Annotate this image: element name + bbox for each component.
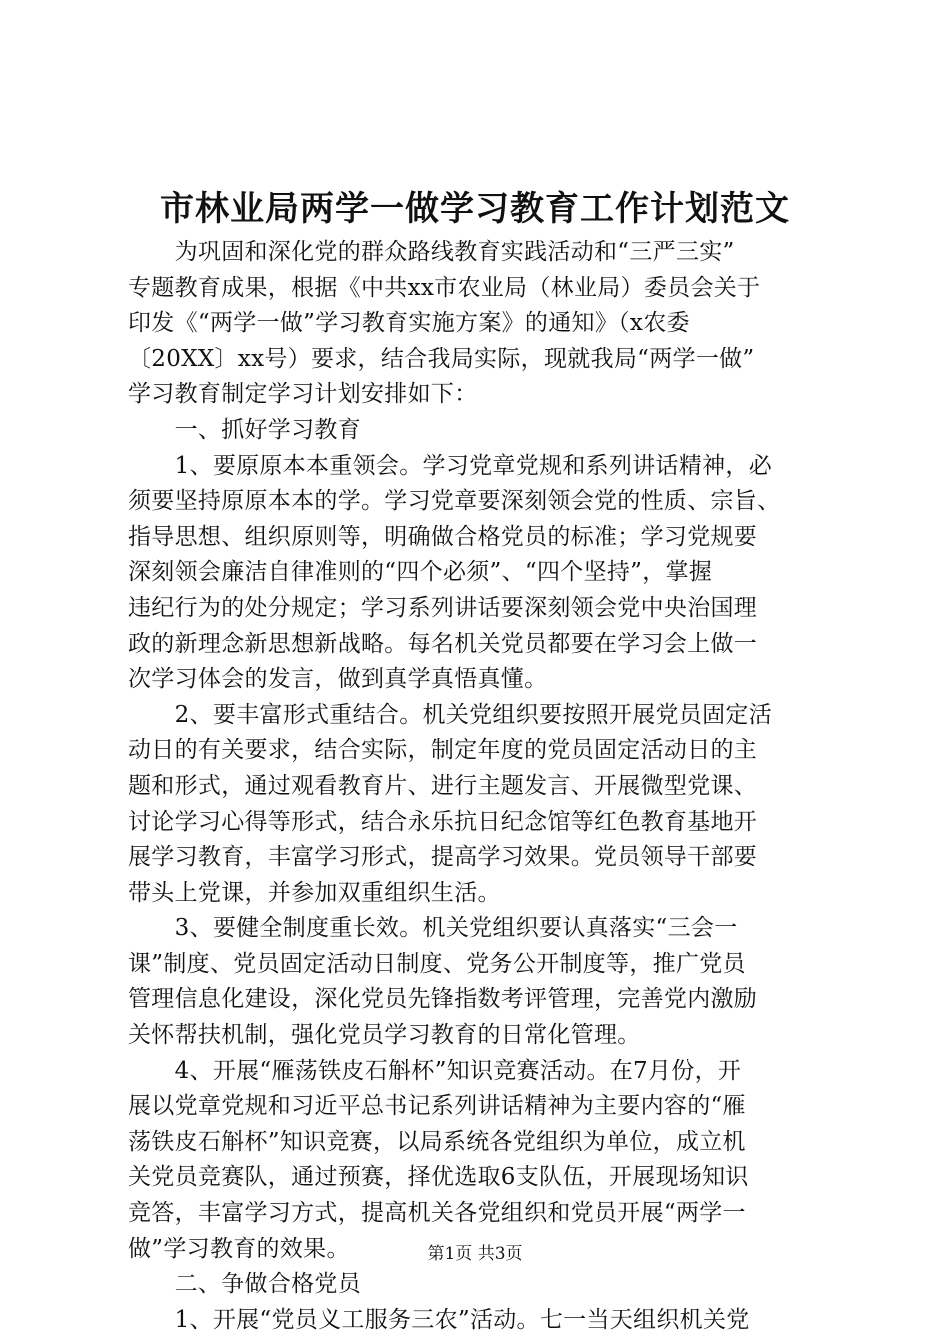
body-line: 展以党章党规和习近平总书记系列讲话精神为主要内容的“雁: [128, 1093, 746, 1120]
page-number: 第1页 共3页: [427, 1244, 523, 1264]
body-line: 题和形式，通过观看教育片、进行主题发言、开展微型党课、: [128, 772, 758, 799]
body-line: 3、要健全制度重长效。机关党组织要认真落实“三会一: [128, 915, 738, 942]
body-line: 课”制度、党员固定活动日制度、党务公开制度等，推广党员: [128, 950, 746, 977]
body-line: 带头上党课，并参加双重组织生活。: [128, 879, 501, 906]
body-line: 展学习教育，丰富学习形式，提高学习效果。党员领导干部要: [128, 844, 758, 871]
body-line: 深刻领会廉洁自律准则的“四个必须”、“四个坚持”，掌握: [128, 559, 713, 586]
body-line: 管理信息化建设，深化党员先锋指数考评管理，完善党内激励: [128, 986, 758, 1013]
body-line: 指导思想、组织原则等，明确做合格党员的标准；学习党规要: [128, 523, 758, 550]
section-heading: 一、抓好学习教育: [128, 416, 361, 443]
body-line: 动日的有关要求，结合实际，制定年度的党员固定活动日的主: [128, 737, 758, 764]
body-line: 专题教育成果，根据《中共xx市农业局（林业局）委员会关于: [128, 274, 761, 301]
document-title: 市林业局两学一做学习教育工作计划范文: [160, 189, 790, 229]
body-line: 次学习体会的发言，做到真学真悟真懂。: [128, 666, 548, 693]
body-line: 学习教育制定学习计划安排如下：: [128, 381, 478, 408]
body-line: 须要坚持原原本本的学。学习党章要深刻领会党的性质、宗旨、: [128, 488, 781, 515]
body-line: 1、开展“党员义工服务三农”活动。七一当天组织机关党: [128, 1306, 750, 1333]
body-line: 2、要丰富形式重结合。机关党组织要按照开展党员固定活: [128, 701, 773, 728]
body-line: 〔20XX〕xx号）要求，结合我局实际，现就我局“两学一做”: [128, 345, 755, 372]
body-line: 荡铁皮石斛杯”知识竞赛，以局系统各党组织为单位，成立机: [128, 1128, 746, 1155]
document-body: [128, 235, 828, 1338]
body-line: 1、要原原本本重领会。学习党章党规和系列讲话精神，必: [128, 452, 773, 479]
body-line: 4、开展“雁荡铁皮石斛杯”知识竞赛活动。在7月份，开: [128, 1057, 742, 1084]
body-line: 印发《“两学一做”学习教育实施方案》的通知》（x农委: [128, 310, 690, 337]
body-line: 关怀帮扶机制，强化党员学习教育的日常化管理。: [128, 1022, 641, 1049]
body-line: 讨论学习心得等形式，结合永乐抗日纪念馆等红色教育基地开: [128, 808, 758, 835]
body-line: 为巩固和深化党的群众路线教育实践活动和“三严三实”: [128, 239, 735, 265]
body-line: 竞答，丰富学习方式，提高机关各党组织和党员开展“两学一: [128, 1200, 746, 1227]
section-heading: 二、争做合格党员: [128, 1271, 361, 1298]
body-line: 违纪行为的处分规定；学习系列讲话要深刻领会党中央治国理: [128, 594, 758, 621]
body-line: 做”学习教育的效果。: [128, 1235, 350, 1262]
body-line: 政的新理念新思想新战略。每名机关党员都要在学习会上做一: [128, 630, 758, 657]
body-line: 关党员竞赛队，通过预赛，择优选取6支队伍，开展现场知识: [128, 1164, 749, 1191]
